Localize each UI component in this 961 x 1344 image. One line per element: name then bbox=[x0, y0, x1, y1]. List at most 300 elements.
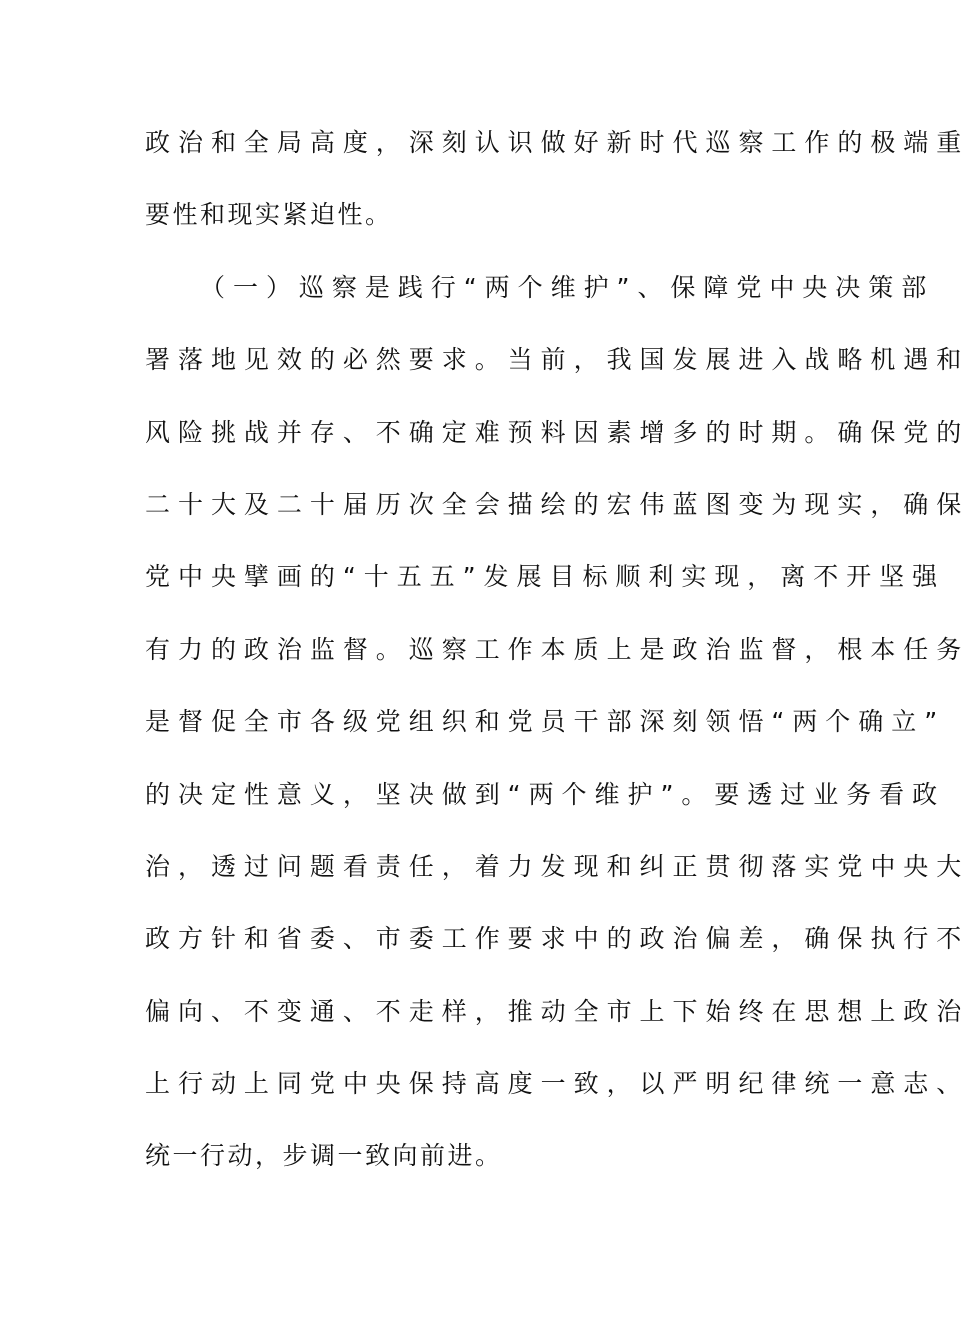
glyph: ， bbox=[375, 128, 401, 157]
glyph: 不 bbox=[813, 562, 839, 592]
glyph: 纠 bbox=[639, 851, 665, 881]
glyph: “ bbox=[342, 562, 356, 592]
glyph: ， bbox=[474, 996, 500, 1026]
glyph: ， bbox=[441, 851, 467, 881]
glyph: 偏 bbox=[705, 924, 731, 954]
glyph: 监 bbox=[309, 634, 335, 664]
glyph: 持 bbox=[441, 1069, 467, 1099]
glyph: 有 bbox=[145, 634, 171, 664]
glyph: 治 bbox=[145, 851, 171, 881]
glyph: 义 bbox=[309, 779, 335, 809]
glyph: 历 bbox=[375, 489, 401, 519]
glyph: 次 bbox=[408, 489, 434, 519]
glyph: 代 bbox=[672, 128, 698, 157]
glyph: 治 bbox=[177, 128, 203, 157]
glyph: 求 bbox=[540, 924, 566, 954]
glyph: 十 bbox=[309, 489, 335, 519]
glyph: 和 bbox=[474, 707, 500, 737]
glyph: 央 bbox=[802, 272, 828, 302]
glyph: ” bbox=[462, 562, 476, 592]
glyph: 。 bbox=[804, 417, 830, 447]
glyph: 下 bbox=[672, 996, 698, 1026]
glyph: 决 bbox=[408, 779, 434, 809]
glyph: 二 bbox=[276, 489, 302, 519]
glyph: 和 bbox=[936, 345, 961, 375]
glyph: 党 bbox=[837, 851, 863, 881]
glyph: 督 bbox=[771, 634, 797, 664]
glyph: 两 bbox=[484, 272, 510, 302]
glyph: 宏 bbox=[606, 489, 632, 519]
glyph: 届 bbox=[342, 489, 368, 519]
glyph: 督 bbox=[177, 707, 203, 737]
glyph: 要 bbox=[507, 924, 533, 954]
glyph: 推 bbox=[507, 996, 533, 1026]
glyph: 党 bbox=[375, 707, 401, 737]
glyph: 预 bbox=[507, 417, 533, 447]
glyph: 问 bbox=[276, 851, 302, 881]
glyph: 局 bbox=[276, 128, 302, 157]
glyph: 致 bbox=[573, 1069, 599, 1099]
glyph: 发 bbox=[483, 562, 509, 592]
glyph: 质 bbox=[573, 634, 599, 664]
glyph: 极 bbox=[870, 128, 896, 157]
text-line bbox=[145, 324, 961, 396]
glyph: 透 bbox=[210, 851, 236, 881]
glyph: 不 bbox=[375, 417, 401, 447]
glyph: ” bbox=[616, 272, 630, 302]
glyph: 求 bbox=[441, 345, 467, 375]
glyph: 政 bbox=[903, 996, 929, 1026]
glyph: 行 bbox=[430, 272, 456, 302]
glyph: 责 bbox=[375, 851, 401, 881]
glyph: 的 bbox=[837, 128, 863, 157]
glyph: 执 bbox=[870, 924, 896, 954]
glyph: 增 bbox=[639, 417, 665, 447]
glyph: 治 bbox=[672, 924, 698, 954]
glyph: 意 bbox=[870, 1069, 896, 1099]
glyph: 是 bbox=[639, 634, 665, 664]
glyph: 各 bbox=[309, 707, 335, 737]
glyph: 治 bbox=[276, 634, 302, 664]
glyph: 是 bbox=[145, 707, 171, 737]
text-line bbox=[145, 614, 961, 686]
glyph: 国 bbox=[639, 345, 665, 375]
glyph: ， bbox=[771, 924, 797, 954]
glyph: 不 bbox=[375, 996, 401, 1026]
glyph: 两 bbox=[528, 779, 554, 809]
glyph: 意 bbox=[276, 779, 302, 809]
glyph: 工 bbox=[441, 924, 467, 954]
glyph: 市 bbox=[276, 707, 302, 737]
glyph: 、 bbox=[342, 924, 368, 954]
glyph: 一 bbox=[540, 1069, 566, 1099]
glyph: 党 bbox=[507, 707, 533, 737]
glyph: 端 bbox=[903, 128, 929, 157]
text-line bbox=[145, 831, 961, 903]
glyph: 确 bbox=[804, 924, 830, 954]
glyph: 伟 bbox=[639, 489, 665, 519]
glyph: 描 bbox=[507, 489, 533, 519]
glyph: 现 bbox=[573, 851, 599, 881]
glyph: 策 bbox=[868, 272, 894, 302]
glyph: 严 bbox=[672, 1069, 698, 1099]
glyph: 入 bbox=[771, 345, 797, 375]
glyph: 见 bbox=[243, 345, 269, 375]
glyph: 组 bbox=[408, 707, 434, 737]
glyph: 、 bbox=[637, 272, 663, 302]
glyph: 个 bbox=[825, 707, 851, 737]
glyph: 障 bbox=[703, 272, 729, 302]
glyph: ， bbox=[177, 851, 203, 881]
glyph: 要 bbox=[408, 345, 434, 375]
glyph: 度 bbox=[342, 128, 368, 157]
glyph: 高 bbox=[474, 1069, 500, 1099]
glyph: 保 bbox=[837, 924, 863, 954]
glyph: 的 bbox=[210, 634, 236, 664]
glyph: 不 bbox=[243, 996, 269, 1026]
glyph: 。 bbox=[375, 634, 401, 664]
glyph: 央 bbox=[375, 1069, 401, 1099]
glyph: 党 bbox=[736, 272, 762, 302]
glyph: 利 bbox=[648, 562, 674, 592]
glyph: 护 bbox=[583, 272, 609, 302]
glyph: 织 bbox=[441, 707, 467, 737]
glyph: 时 bbox=[639, 128, 665, 157]
glyph: 五 bbox=[396, 562, 422, 592]
glyph: 和 bbox=[606, 851, 632, 881]
glyph: 高 bbox=[309, 128, 335, 157]
glyph: 本 bbox=[540, 634, 566, 664]
glyph: 实 bbox=[837, 489, 863, 519]
document-body bbox=[145, 107, 961, 1193]
glyph: 政 bbox=[145, 128, 171, 157]
glyph: 度 bbox=[507, 1069, 533, 1099]
glyph: 透 bbox=[747, 779, 773, 809]
glyph: 党 bbox=[145, 562, 171, 592]
glyph: 识 bbox=[507, 128, 533, 157]
glyph: 想 bbox=[837, 996, 863, 1026]
glyph: 不 bbox=[936, 924, 961, 954]
glyph: 署 bbox=[145, 345, 171, 375]
glyph: 的 bbox=[573, 489, 599, 519]
glyph: 会 bbox=[474, 489, 500, 519]
glyph: 部 bbox=[606, 707, 632, 737]
glyph: 性 bbox=[243, 779, 269, 809]
glyph: ） bbox=[265, 272, 291, 302]
glyph: 差 bbox=[738, 924, 764, 954]
glyph: 效 bbox=[276, 345, 302, 375]
glyph: （ bbox=[200, 272, 226, 302]
glyph: 、 bbox=[210, 996, 236, 1026]
glyph: 察 bbox=[441, 634, 467, 664]
glyph: 看 bbox=[879, 779, 905, 809]
glyph: 好 bbox=[573, 128, 599, 157]
glyph: 作 bbox=[474, 924, 500, 954]
glyph: 挑 bbox=[210, 417, 236, 447]
glyph: 政 bbox=[145, 924, 171, 954]
glyph: 贯 bbox=[705, 851, 731, 881]
glyph: 律 bbox=[771, 1069, 797, 1099]
glyph: 确 bbox=[837, 417, 863, 447]
glyph: 必 bbox=[342, 345, 368, 375]
glyph: 中 bbox=[342, 1069, 368, 1099]
glyph: 现 bbox=[804, 489, 830, 519]
glyph: 全 bbox=[243, 707, 269, 737]
glyph: 十 bbox=[363, 562, 389, 592]
glyph: 蓝 bbox=[672, 489, 698, 519]
glyph: 党 bbox=[903, 417, 929, 447]
glyph: 时 bbox=[738, 417, 764, 447]
glyph: 的 bbox=[309, 562, 335, 592]
glyph: 治 bbox=[936, 996, 961, 1026]
glyph: 遇 bbox=[903, 345, 929, 375]
glyph: 以 bbox=[639, 1069, 665, 1099]
glyph: 图 bbox=[705, 489, 731, 519]
glyph: 定 bbox=[210, 779, 236, 809]
glyph: 、 bbox=[936, 1069, 961, 1099]
glyph: 着 bbox=[474, 851, 500, 881]
glyph: 确 bbox=[903, 489, 929, 519]
text-line bbox=[145, 397, 961, 469]
glyph: 统 bbox=[804, 1069, 830, 1099]
glyph: 两 bbox=[792, 707, 818, 737]
glyph: 维 bbox=[594, 779, 620, 809]
glyph: 中 bbox=[769, 272, 795, 302]
glyph: 。 bbox=[681, 779, 707, 809]
glyph: 目 bbox=[549, 562, 575, 592]
glyph: 政 bbox=[672, 634, 698, 664]
glyph: 战 bbox=[243, 417, 269, 447]
glyph: ” bbox=[924, 707, 938, 737]
glyph: 根 bbox=[837, 634, 863, 664]
glyph: 巡 bbox=[298, 272, 324, 302]
glyph: 二 bbox=[145, 489, 171, 519]
glyph: 刻 bbox=[672, 707, 698, 737]
glyph: 中 bbox=[573, 924, 599, 954]
glyph: 通 bbox=[309, 996, 335, 1026]
glyph: 大 bbox=[936, 851, 961, 881]
glyph: 要 bbox=[714, 779, 740, 809]
glyph: 本 bbox=[870, 634, 896, 664]
glyph: 监 bbox=[738, 634, 764, 664]
glyph: 始 bbox=[705, 996, 731, 1026]
glyph: 做 bbox=[540, 128, 566, 157]
glyph: 然 bbox=[375, 345, 401, 375]
glyph: 坚 bbox=[879, 562, 905, 592]
glyph: ， bbox=[573, 345, 599, 375]
glyph: 的 bbox=[936, 417, 961, 447]
glyph: 战 bbox=[804, 345, 830, 375]
glyph: “ bbox=[771, 707, 785, 737]
glyph: 深 bbox=[408, 128, 434, 157]
glyph: 向 bbox=[177, 996, 203, 1026]
glyph: 护 bbox=[627, 779, 653, 809]
glyph: ， bbox=[747, 562, 773, 592]
glyph: 巡 bbox=[705, 128, 731, 157]
glyph: 和 bbox=[243, 924, 269, 954]
glyph: 一 bbox=[837, 1069, 863, 1099]
glyph: 前 bbox=[540, 345, 566, 375]
glyph: 画 bbox=[276, 562, 302, 592]
glyph: 变 bbox=[276, 996, 302, 1026]
text-line bbox=[145, 1048, 961, 1120]
glyph: 正 bbox=[672, 851, 698, 881]
glyph: 样 bbox=[441, 996, 467, 1026]
glyph: 落 bbox=[771, 851, 797, 881]
glyph: 确 bbox=[408, 417, 434, 447]
glyph: 务 bbox=[846, 779, 872, 809]
glyph: 深 bbox=[639, 707, 665, 737]
text-line bbox=[145, 759, 938, 831]
glyph: 力 bbox=[507, 851, 533, 881]
glyph: 决 bbox=[177, 779, 203, 809]
glyph: 多 bbox=[672, 417, 698, 447]
glyph: 政 bbox=[243, 634, 269, 664]
glyph: 机 bbox=[870, 345, 896, 375]
section-heading-line bbox=[145, 252, 927, 324]
glyph: 察 bbox=[331, 272, 357, 302]
glyph: “ bbox=[507, 779, 521, 809]
glyph: 现 bbox=[714, 562, 740, 592]
glyph: 的 bbox=[705, 417, 731, 447]
glyph: 务 bbox=[936, 634, 961, 664]
glyph: 、 bbox=[342, 996, 368, 1026]
glyph: 期 bbox=[771, 417, 797, 447]
text-line: 要性和现实紧迫性。 bbox=[145, 200, 393, 230]
glyph: 方 bbox=[177, 924, 203, 954]
glyph: 的 bbox=[606, 924, 632, 954]
glyph: 、 bbox=[342, 417, 368, 447]
glyph: 动 bbox=[210, 1069, 236, 1099]
glyph: 部 bbox=[901, 272, 927, 302]
glyph: 当 bbox=[507, 345, 533, 375]
glyph: 领 bbox=[705, 707, 731, 737]
glyph: 任 bbox=[903, 634, 929, 664]
glyph: 维 bbox=[550, 272, 576, 302]
glyph: 思 bbox=[804, 996, 830, 1026]
text-line bbox=[145, 686, 938, 758]
glyph: 走 bbox=[408, 996, 434, 1026]
glyph: 因 bbox=[573, 417, 599, 447]
glyph: 力 bbox=[177, 634, 203, 664]
glyph: 市 bbox=[375, 924, 401, 954]
glyph: 个 bbox=[517, 272, 543, 302]
glyph: 顺 bbox=[615, 562, 641, 592]
glyph: 政 bbox=[912, 779, 938, 809]
glyph: 发 bbox=[672, 345, 698, 375]
glyph: 十 bbox=[177, 489, 203, 519]
glyph: 离 bbox=[780, 562, 806, 592]
glyph: 委 bbox=[408, 924, 434, 954]
glyph: 题 bbox=[309, 851, 335, 881]
glyph: 践 bbox=[397, 272, 423, 302]
glyph: 政 bbox=[639, 924, 665, 954]
glyph: 五 bbox=[429, 562, 455, 592]
glyph: 认 bbox=[474, 128, 500, 157]
glyph: 巡 bbox=[408, 634, 434, 664]
glyph: 央 bbox=[210, 562, 236, 592]
glyph: 坚 bbox=[375, 779, 401, 809]
glyph: 重 bbox=[936, 128, 961, 157]
glyph: 落 bbox=[177, 345, 203, 375]
glyph: 保 bbox=[408, 1069, 434, 1099]
glyph: 展 bbox=[516, 562, 542, 592]
glyph: ” bbox=[660, 779, 674, 809]
glyph: 偏 bbox=[145, 996, 171, 1026]
glyph: 促 bbox=[210, 707, 236, 737]
glyph: 上 bbox=[606, 634, 632, 664]
glyph: 看 bbox=[342, 851, 368, 881]
glyph: 同 bbox=[276, 1069, 302, 1099]
glyph: 新 bbox=[606, 128, 632, 157]
glyph: 中 bbox=[870, 851, 896, 881]
glyph: 风 bbox=[145, 417, 171, 447]
glyph: 保 bbox=[870, 417, 896, 447]
glyph: 过 bbox=[243, 851, 269, 881]
glyph: 发 bbox=[540, 851, 566, 881]
glyph: 保 bbox=[936, 489, 961, 519]
glyph: 略 bbox=[837, 345, 863, 375]
glyph: 擘 bbox=[243, 562, 269, 592]
glyph: 悟 bbox=[738, 707, 764, 737]
glyph: 料 bbox=[540, 417, 566, 447]
glyph: 为 bbox=[771, 489, 797, 519]
glyph: 难 bbox=[474, 417, 500, 447]
glyph: 在 bbox=[771, 996, 797, 1026]
glyph: 进 bbox=[738, 345, 764, 375]
glyph: 上 bbox=[639, 996, 665, 1026]
glyph: 实 bbox=[804, 851, 830, 881]
glyph: 市 bbox=[606, 996, 632, 1026]
glyph: 志 bbox=[903, 1069, 929, 1099]
glyph: 变 bbox=[738, 489, 764, 519]
text-line: 统一行动，步调一致向前进。 bbox=[145, 1141, 503, 1171]
glyph: 实 bbox=[681, 562, 707, 592]
glyph: 行 bbox=[903, 924, 929, 954]
glyph: 一 bbox=[232, 272, 258, 302]
glyph: 针 bbox=[210, 924, 236, 954]
glyph: 地 bbox=[210, 345, 236, 375]
glyph: 察 bbox=[738, 128, 764, 157]
glyph: 我 bbox=[606, 345, 632, 375]
glyph: 党 bbox=[309, 1069, 335, 1099]
glyph: 作 bbox=[507, 634, 533, 664]
glyph: ， bbox=[342, 779, 368, 809]
glyph: 省 bbox=[276, 924, 302, 954]
glyph: 大 bbox=[210, 489, 236, 519]
text-line bbox=[145, 541, 938, 613]
glyph: 行 bbox=[177, 1069, 203, 1099]
glyph: 做 bbox=[441, 779, 467, 809]
glyph: 治 bbox=[705, 634, 731, 664]
glyph: ， bbox=[606, 1069, 632, 1099]
glyph: 央 bbox=[903, 851, 929, 881]
glyph: 动 bbox=[540, 996, 566, 1026]
glyph: 任 bbox=[408, 851, 434, 881]
glyph: 定 bbox=[441, 417, 467, 447]
glyph: 决 bbox=[835, 272, 861, 302]
glyph: 彻 bbox=[738, 851, 764, 881]
text-line bbox=[145, 107, 961, 179]
glyph: 开 bbox=[846, 562, 872, 592]
glyph: 到 bbox=[474, 779, 500, 809]
glyph: 中 bbox=[177, 562, 203, 592]
glyph: ， bbox=[870, 489, 896, 519]
glyph: 作 bbox=[804, 128, 830, 157]
glyph: 及 bbox=[243, 489, 269, 519]
glyph: 员 bbox=[540, 707, 566, 737]
glyph: 上 bbox=[870, 996, 896, 1026]
